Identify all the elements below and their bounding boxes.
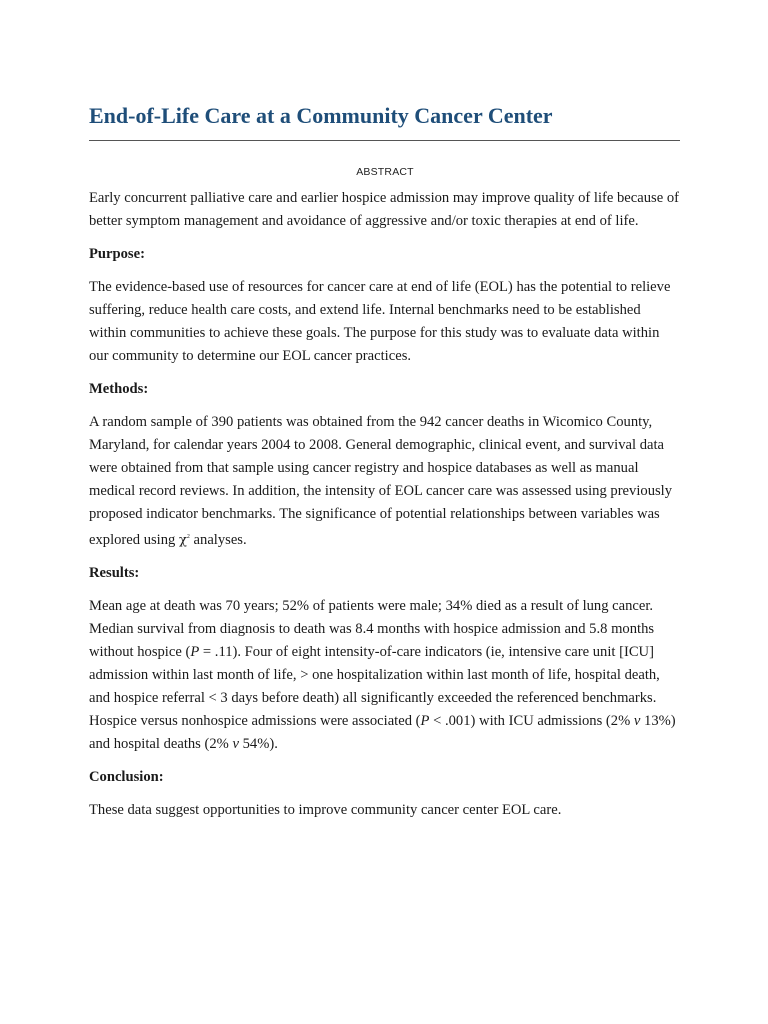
intro-paragraph: Early concurrent palliative care and earlier hospice admission may improve quality of life because of better symptom management and avoidance of aggressive and/or toxic therapies at end of life. [89, 190, 679, 229]
results-text-2: = .11). Four of eight intensity-of-care indicators (ie, intensive care unit [ICU] admission within last month of life, > one hospitalization within last month of life, hospital death, and hospice referral < 3 days before death) all significantly exceeded the referenced benchmarks. Hospice versus nonhospice admissions were associated ( [89, 644, 660, 729]
chi-superscript: 2 [186, 534, 190, 540]
results-heading: Results: [89, 565, 140, 581]
chi-symbol: χ [179, 533, 187, 548]
methods-paragraph [89, 411, 681, 552]
versus-symbol-2: v [232, 736, 239, 752]
article-title: End-of-Life Care at a Community Cancer Center [89, 103, 553, 128]
title-divider [89, 140, 680, 141]
p-value-symbol-2: P [420, 713, 430, 729]
versus-symbol-1: v [633, 713, 641, 729]
results-text-4: 13%) and hospital deaths (2% [89, 713, 676, 752]
results-text-1: Mean age at death was 70 years; 52% of patients were male; 34% died as a result of lung cancer. Median survival from diagnosis to death was 8.4 months with hospice admission and 5.8 months without hospice ( [89, 598, 655, 660]
results-paragraph [89, 595, 681, 756]
results-text-5: 54%). [238, 736, 278, 752]
methods-heading: Methods: [89, 381, 149, 397]
p-value-symbol-1: P [190, 644, 200, 660]
conclusion-paragraph: These data suggest opportunities to improve community cancer center EOL care. [89, 802, 562, 818]
results-text-3: < .001) with ICU admissions (2% [429, 713, 634, 729]
methods-tail: analyses. [189, 532, 247, 548]
abstract-body [89, 187, 681, 832]
conclusion-heading: Conclusion: [89, 769, 164, 785]
purpose-heading: Purpose: [89, 246, 145, 262]
methods-text: A random sample of 390 patients was obtained from the 942 cancer deaths in Wicomico County, Maryland, for calendar years 2004 to 2008. General demographic, clinical event, and survival data were obtained from that sample using cancer registry and hospice databases as well as manual medical record reviews. In addition, the intensity of EOL cancer care was assessed using previously proposed indicator benchmarks. The significance of potential relationships between variables was explored using [89, 414, 673, 548]
abstract-label: ABSTRACT [356, 166, 414, 178]
purpose-paragraph: The evidence-based use of resources for cancer care at end of life (EOL) has the potential to relieve suffering, reduce health care costs, and extend life. Internal benchmarks need to be established within communities to achieve these goals. The purpose for this study was to evaluate data within our community to determine our EOL cancer practices. [89, 279, 671, 364]
